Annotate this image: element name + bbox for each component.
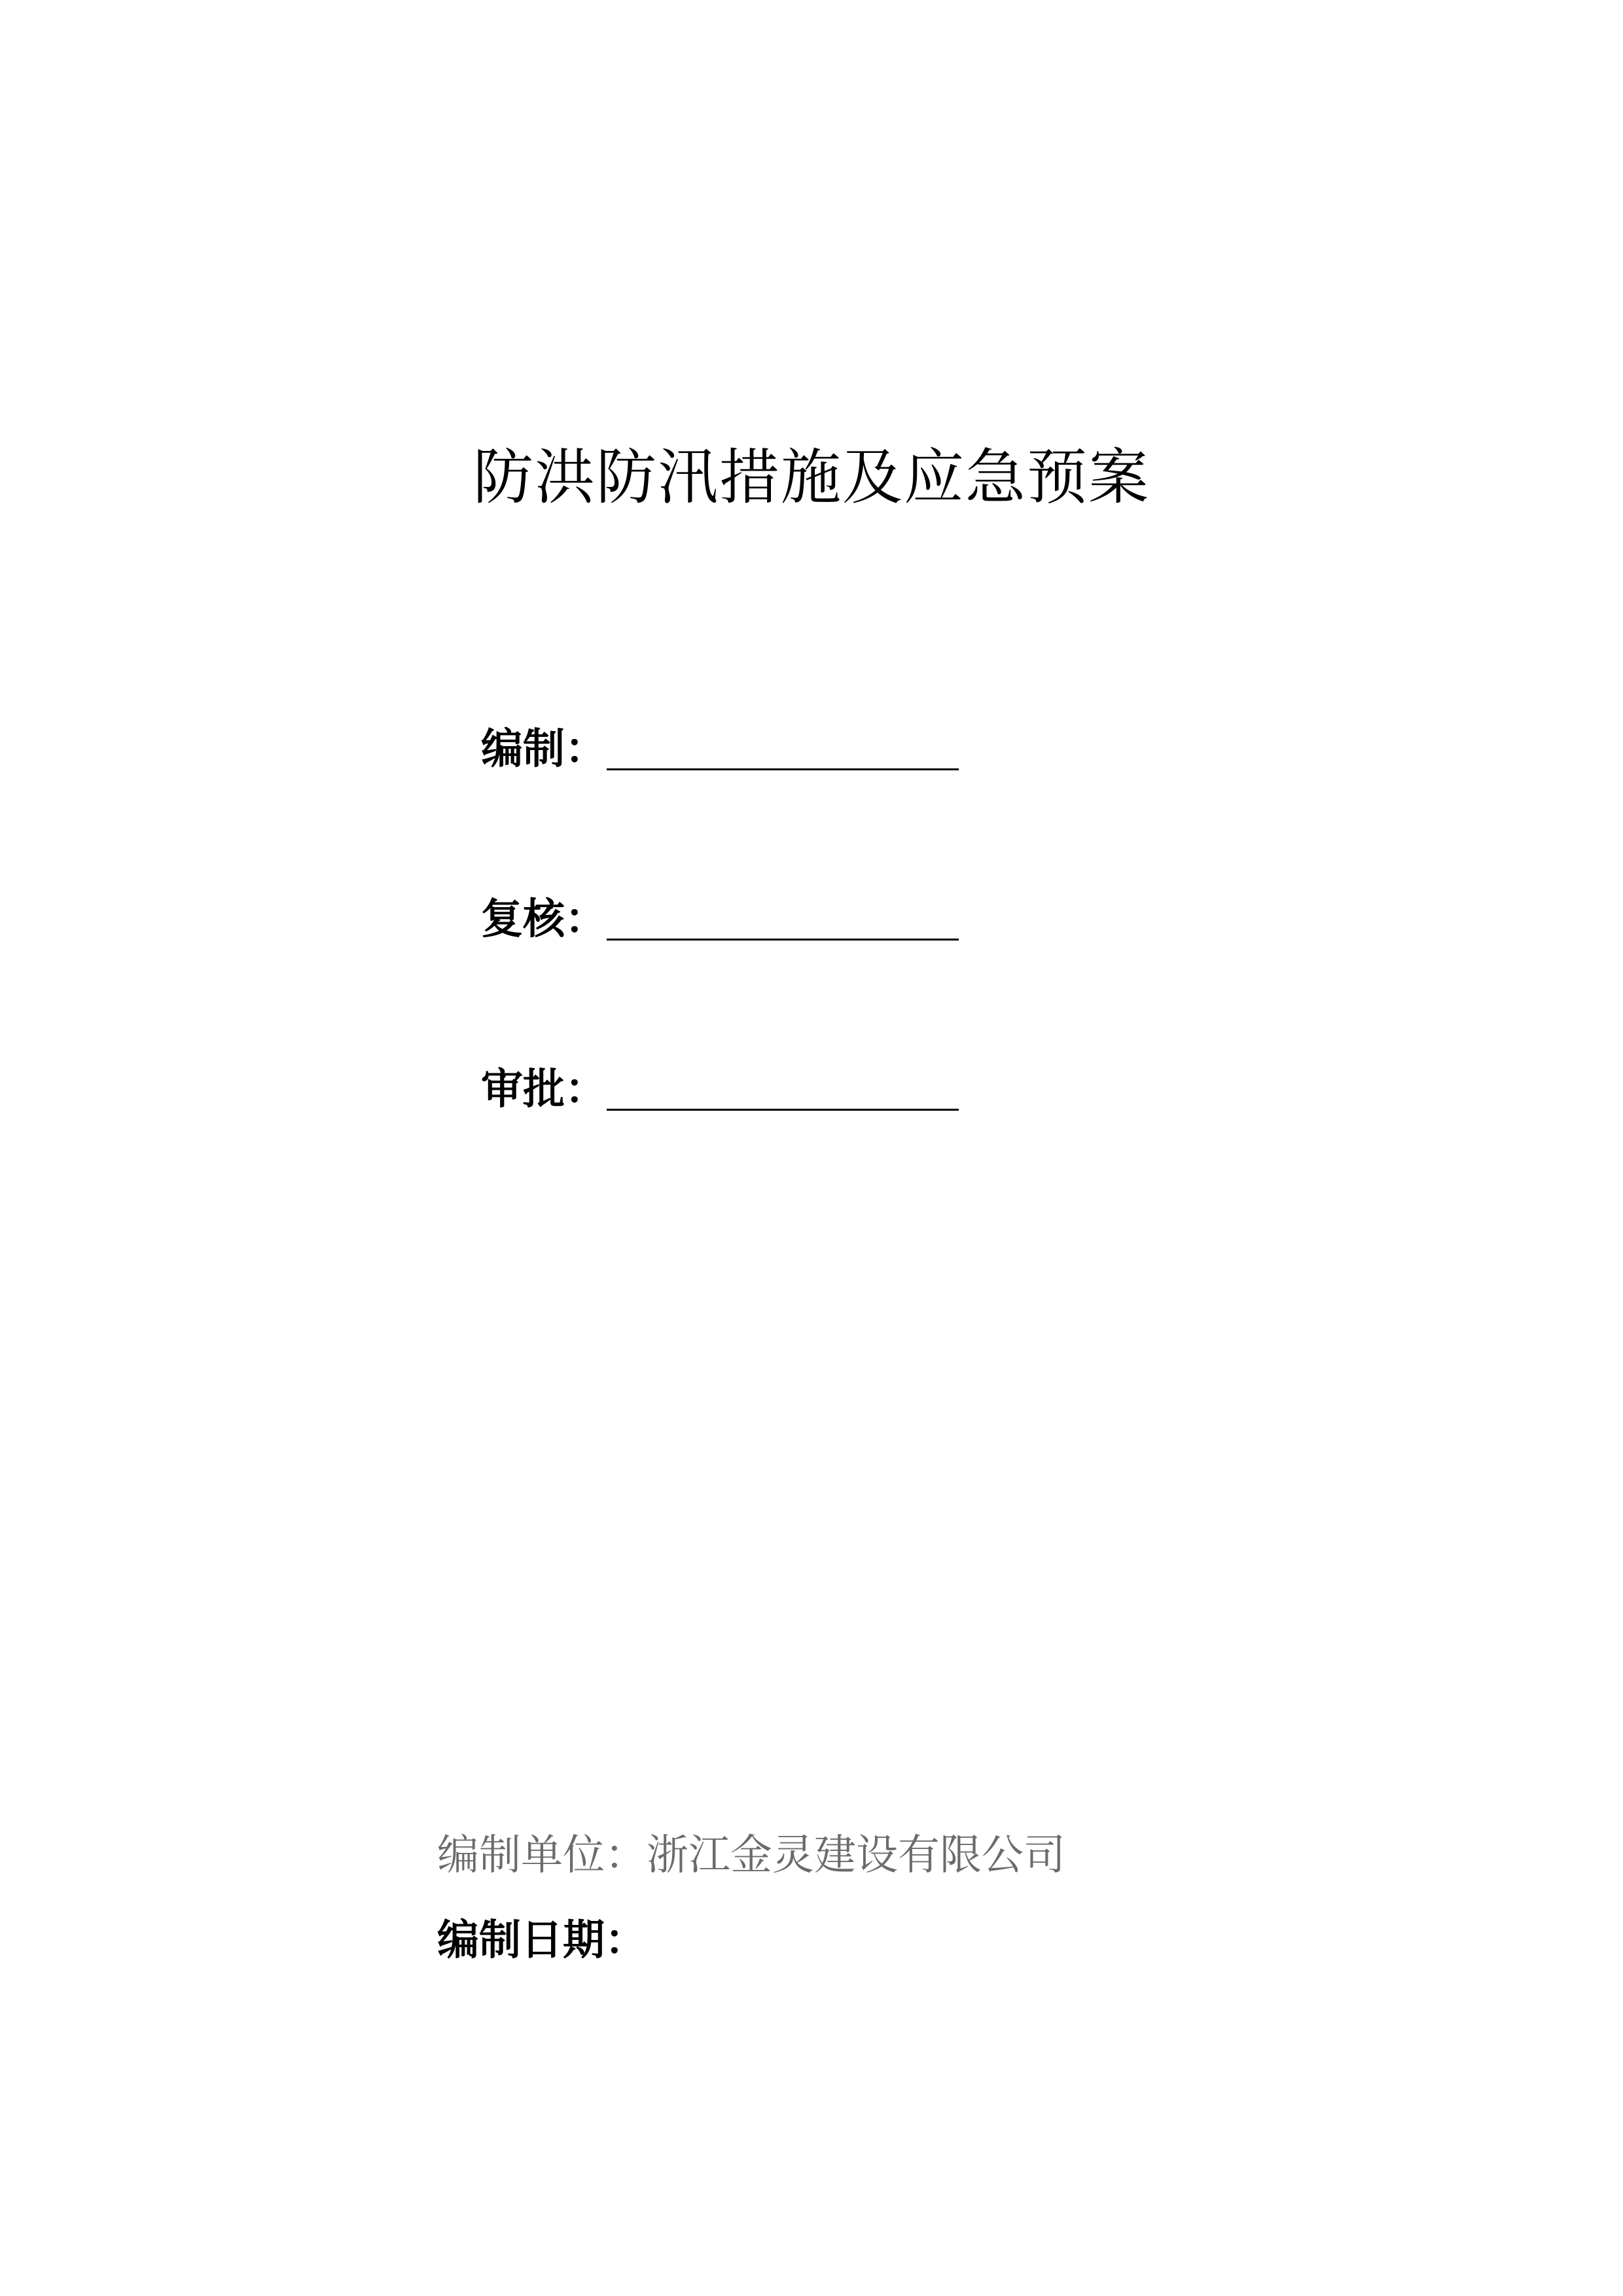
sign-row-compile <box>481 717 959 776</box>
document-title: 防洪防汛措施及应急预案 <box>473 442 1150 512</box>
signature-line-review <box>607 939 959 941</box>
sign-label-compile: 编制： <box>481 725 607 774</box>
sign-label-review: 复核： <box>481 895 607 944</box>
signature-line-compile <box>607 768 959 770</box>
signature-line-approve <box>607 1109 959 1111</box>
sign-label-approve: 审批： <box>481 1066 607 1114</box>
compile-date-label: 编制日期： <box>437 1916 647 1965</box>
sign-row-review <box>481 887 959 946</box>
compiling-unit: 编制单位：浙江金灵建设有限公司 <box>437 1831 1065 1880</box>
sign-row-approve <box>481 1057 959 1116</box>
